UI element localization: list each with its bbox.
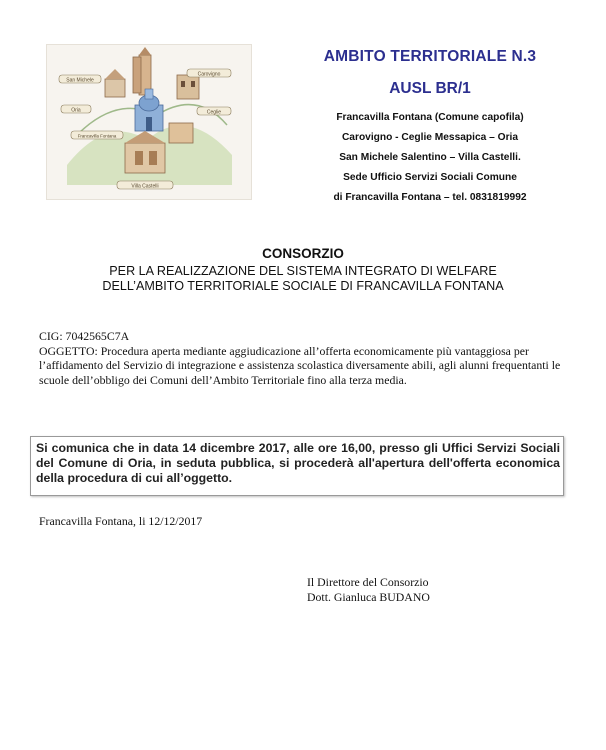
consortium-subtitle-2: DELL’AMBITO TERRITORIALE SOCIALE DI FRANCAVILLA FONTANA (102, 279, 504, 293)
consortium-subtitle-1: PER LA REALIZZAZIONE DEL SISTEMA INTEGRATO DI WELFARE (109, 264, 497, 278)
agency-line: di Francavilla Fontana – tel. 0831819992 (333, 192, 527, 203)
tender-subject: OGGETTO: Procedura aperta mediante aggiudicazione all’offerta economicamente più vantaggiosa per l’affidamento del Servizio di integrazione e assistenza scolastica diversamente abili, agli alunni frequentanti le scuole dell’obbligo dei Comuni dell’Ambito Territoriale fino alla terza media. (39, 343, 561, 387)
ambito-coat-of-arms-icon (47, 45, 251, 199)
agency-line: Francavilla Fontana (Comune capofila) (336, 112, 524, 123)
agency-line: Sede Ufficio Servizi Sociali Comune (343, 172, 517, 183)
consortium-title: CONSORZIO (262, 246, 344, 261)
logo-label: Francavilla Fontana (77, 133, 117, 139)
notice-box: Si comunica che in data 14 dicembre 2017, alle ore 16,00, presso gli Uffici Servizi Sociali del Comune di Oria, in seduta pubblica, si procederà all'apertura dell'offerta economica della procedura di cui all’oggetto. (30, 436, 564, 496)
consortium-heading (40, 246, 566, 294)
tender-info (39, 329, 569, 387)
agency-line: San Michele Salentino – Villa Castelli. (339, 152, 521, 163)
ambito-logo (46, 44, 252, 200)
logo-label: Villa Castelli (131, 183, 159, 190)
agency-line: Carovigno - Ceglie Messapica – Oria (341, 132, 519, 143)
logo-label: Oria (71, 107, 81, 114)
logo-label: San Michele (66, 77, 94, 84)
cig-code: CIG: 7042565C7A (39, 329, 130, 343)
agency-header (302, 48, 558, 203)
agency-subtitle: AUSL BR/1 (389, 80, 471, 97)
logo-label: Ceglie (206, 109, 222, 116)
signature-block (307, 575, 430, 605)
signature-name: Dott. Gianluca BUDANO (307, 590, 430, 604)
logo-label: Carovigno (197, 71, 221, 78)
agency-title: AMBITO TERRITORIALE N.3 (323, 48, 537, 65)
place-date: Francavilla Fontana, li 12/12/2017 (39, 514, 203, 528)
signature-role: Il Direttore del Consorzio (307, 575, 429, 589)
